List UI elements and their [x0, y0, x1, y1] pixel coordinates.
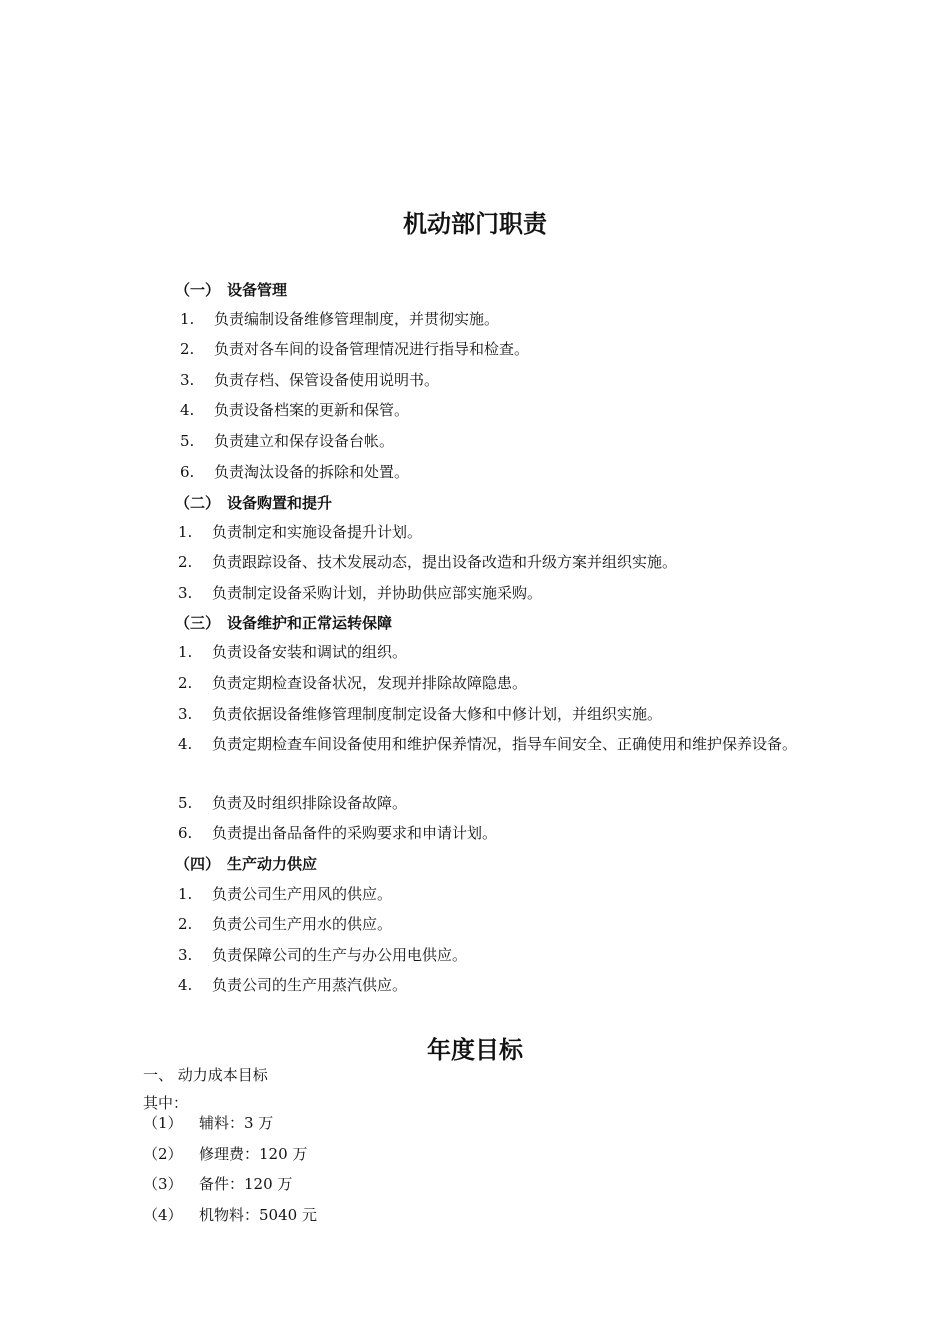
item-number: 4. — [178, 735, 193, 753]
cost-item-number: （2） — [143, 1145, 183, 1163]
item-text: 负责定期检查设备状况，发现并排除故障隐患。 — [212, 674, 528, 692]
list-item — [178, 521, 422, 543]
cost-item-number: （4） — [143, 1206, 183, 1224]
section-prefix: （四） — [175, 855, 221, 873]
item-text: 负责公司生产用风的供应。 — [212, 885, 393, 903]
page-title: 机动部门职责 — [403, 210, 547, 238]
item-text: 负责保障公司的生产与办公用电供应。 — [212, 946, 468, 964]
list-item — [178, 551, 677, 573]
cost-item — [143, 1173, 292, 1195]
item-text: 负责存档、保管设备使用说明书。 — [214, 371, 440, 389]
item-text: 负责跟踪设备、技术发展动态，提出设备改造和升级方案并组织实施。 — [212, 553, 678, 571]
item-text: 负责淘汰设备的拆除和处置。 — [214, 463, 410, 481]
section-prefix: （三） — [175, 614, 221, 632]
list-item — [178, 582, 542, 604]
section-title: 设备管理 — [227, 281, 288, 299]
item-text: 负责制定设备采购计划，并协助供应部实施采购。 — [212, 584, 543, 602]
list-item — [178, 792, 407, 814]
item-number: 6. — [178, 824, 193, 842]
item-text: 负责依据设备维修管理制度制定设备大修和中修计划，并组织实施。 — [212, 705, 663, 723]
list-item — [178, 822, 497, 844]
item-number: 2. — [178, 553, 193, 571]
list-item — [178, 672, 527, 694]
item-number: 2. — [178, 674, 193, 692]
list-item — [178, 883, 392, 905]
item-number: 2. — [178, 915, 193, 933]
section-heading — [175, 612, 392, 634]
item-text: 负责提出备品备件的采购要求和申请计划。 — [212, 824, 498, 842]
cost-item — [143, 1143, 307, 1165]
item-number: 3. — [178, 584, 193, 602]
item-number: 5. — [178, 794, 193, 812]
annual-heading: 一、 动力成本目标 — [143, 1066, 268, 1084]
item-number: 1. — [180, 310, 195, 328]
cost-item — [143, 1204, 317, 1226]
list-item — [180, 308, 499, 330]
cost-item-text: 辅料：3 万 — [199, 1114, 274, 1132]
cost-item — [143, 1112, 273, 1134]
cost-item-number: （3） — [143, 1175, 183, 1193]
item-number: 4. — [180, 401, 195, 419]
section-heading — [175, 279, 287, 301]
list-item — [178, 703, 662, 725]
section-title: 设备购置和提升 — [227, 494, 333, 512]
item-text: 负责公司生产用水的供应。 — [212, 915, 393, 933]
item-number: 2. — [180, 340, 195, 358]
item-number: 5. — [180, 432, 195, 450]
item-text: 负责对各车间的设备管理情况进行指导和检查。 — [214, 340, 530, 358]
item-number: 1. — [178, 643, 193, 661]
list-item — [180, 338, 529, 360]
list-item — [180, 430, 394, 452]
item-number: 3. — [178, 705, 193, 723]
item-number: 1. — [178, 885, 193, 903]
item-text: 负责公司的生产用蒸汽供应。 — [212, 976, 408, 994]
item-number: 6. — [180, 463, 195, 481]
cost-item-number: （1） — [143, 1114, 183, 1132]
item-number: 3. — [178, 946, 193, 964]
list-item — [180, 369, 439, 391]
item-number: 4. — [178, 976, 193, 994]
item-text: 负责定期检查车间设备使用和维护保养情况，指导车间安全、正确使用和维护保养设备。 — [212, 735, 798, 753]
item-text: 负责设备档案的更新和保管。 — [214, 401, 410, 419]
section-title: 生产动力供应 — [227, 855, 318, 873]
item-number: 1. — [178, 523, 193, 541]
annual-title: 年度目标 — [427, 1036, 523, 1064]
section-title: 设备维护和正常运转保障 — [227, 614, 393, 632]
list-item — [178, 913, 392, 935]
item-text: 负责编制设备维修管理制度，并贯彻实施。 — [214, 310, 500, 328]
list-item — [142, 729, 808, 759]
list-item — [180, 461, 409, 483]
cost-item-text: 机物料：5040 元 — [199, 1206, 317, 1224]
annual-among-label: 其中： — [143, 1094, 189, 1112]
item-number: 3. — [180, 371, 195, 389]
cost-item-text: 修理费：120 万 — [199, 1145, 308, 1163]
list-item — [180, 399, 409, 421]
section-prefix: （一） — [175, 281, 221, 299]
section-prefix: （二） — [175, 494, 221, 512]
list-item — [178, 944, 467, 966]
list-item — [178, 974, 407, 996]
item-text: 负责及时组织排除设备故障。 — [212, 794, 408, 812]
item-text: 负责设备安装和调试的组织。 — [212, 643, 408, 661]
cost-item-text: 备件：120 万 — [199, 1175, 293, 1193]
item-text: 负责制定和实施设备提升计划。 — [212, 523, 423, 541]
list-item — [178, 641, 407, 663]
item-text: 负责建立和保存设备台帐。 — [214, 432, 395, 450]
section-heading — [175, 853, 317, 875]
section-heading — [175, 492, 332, 514]
